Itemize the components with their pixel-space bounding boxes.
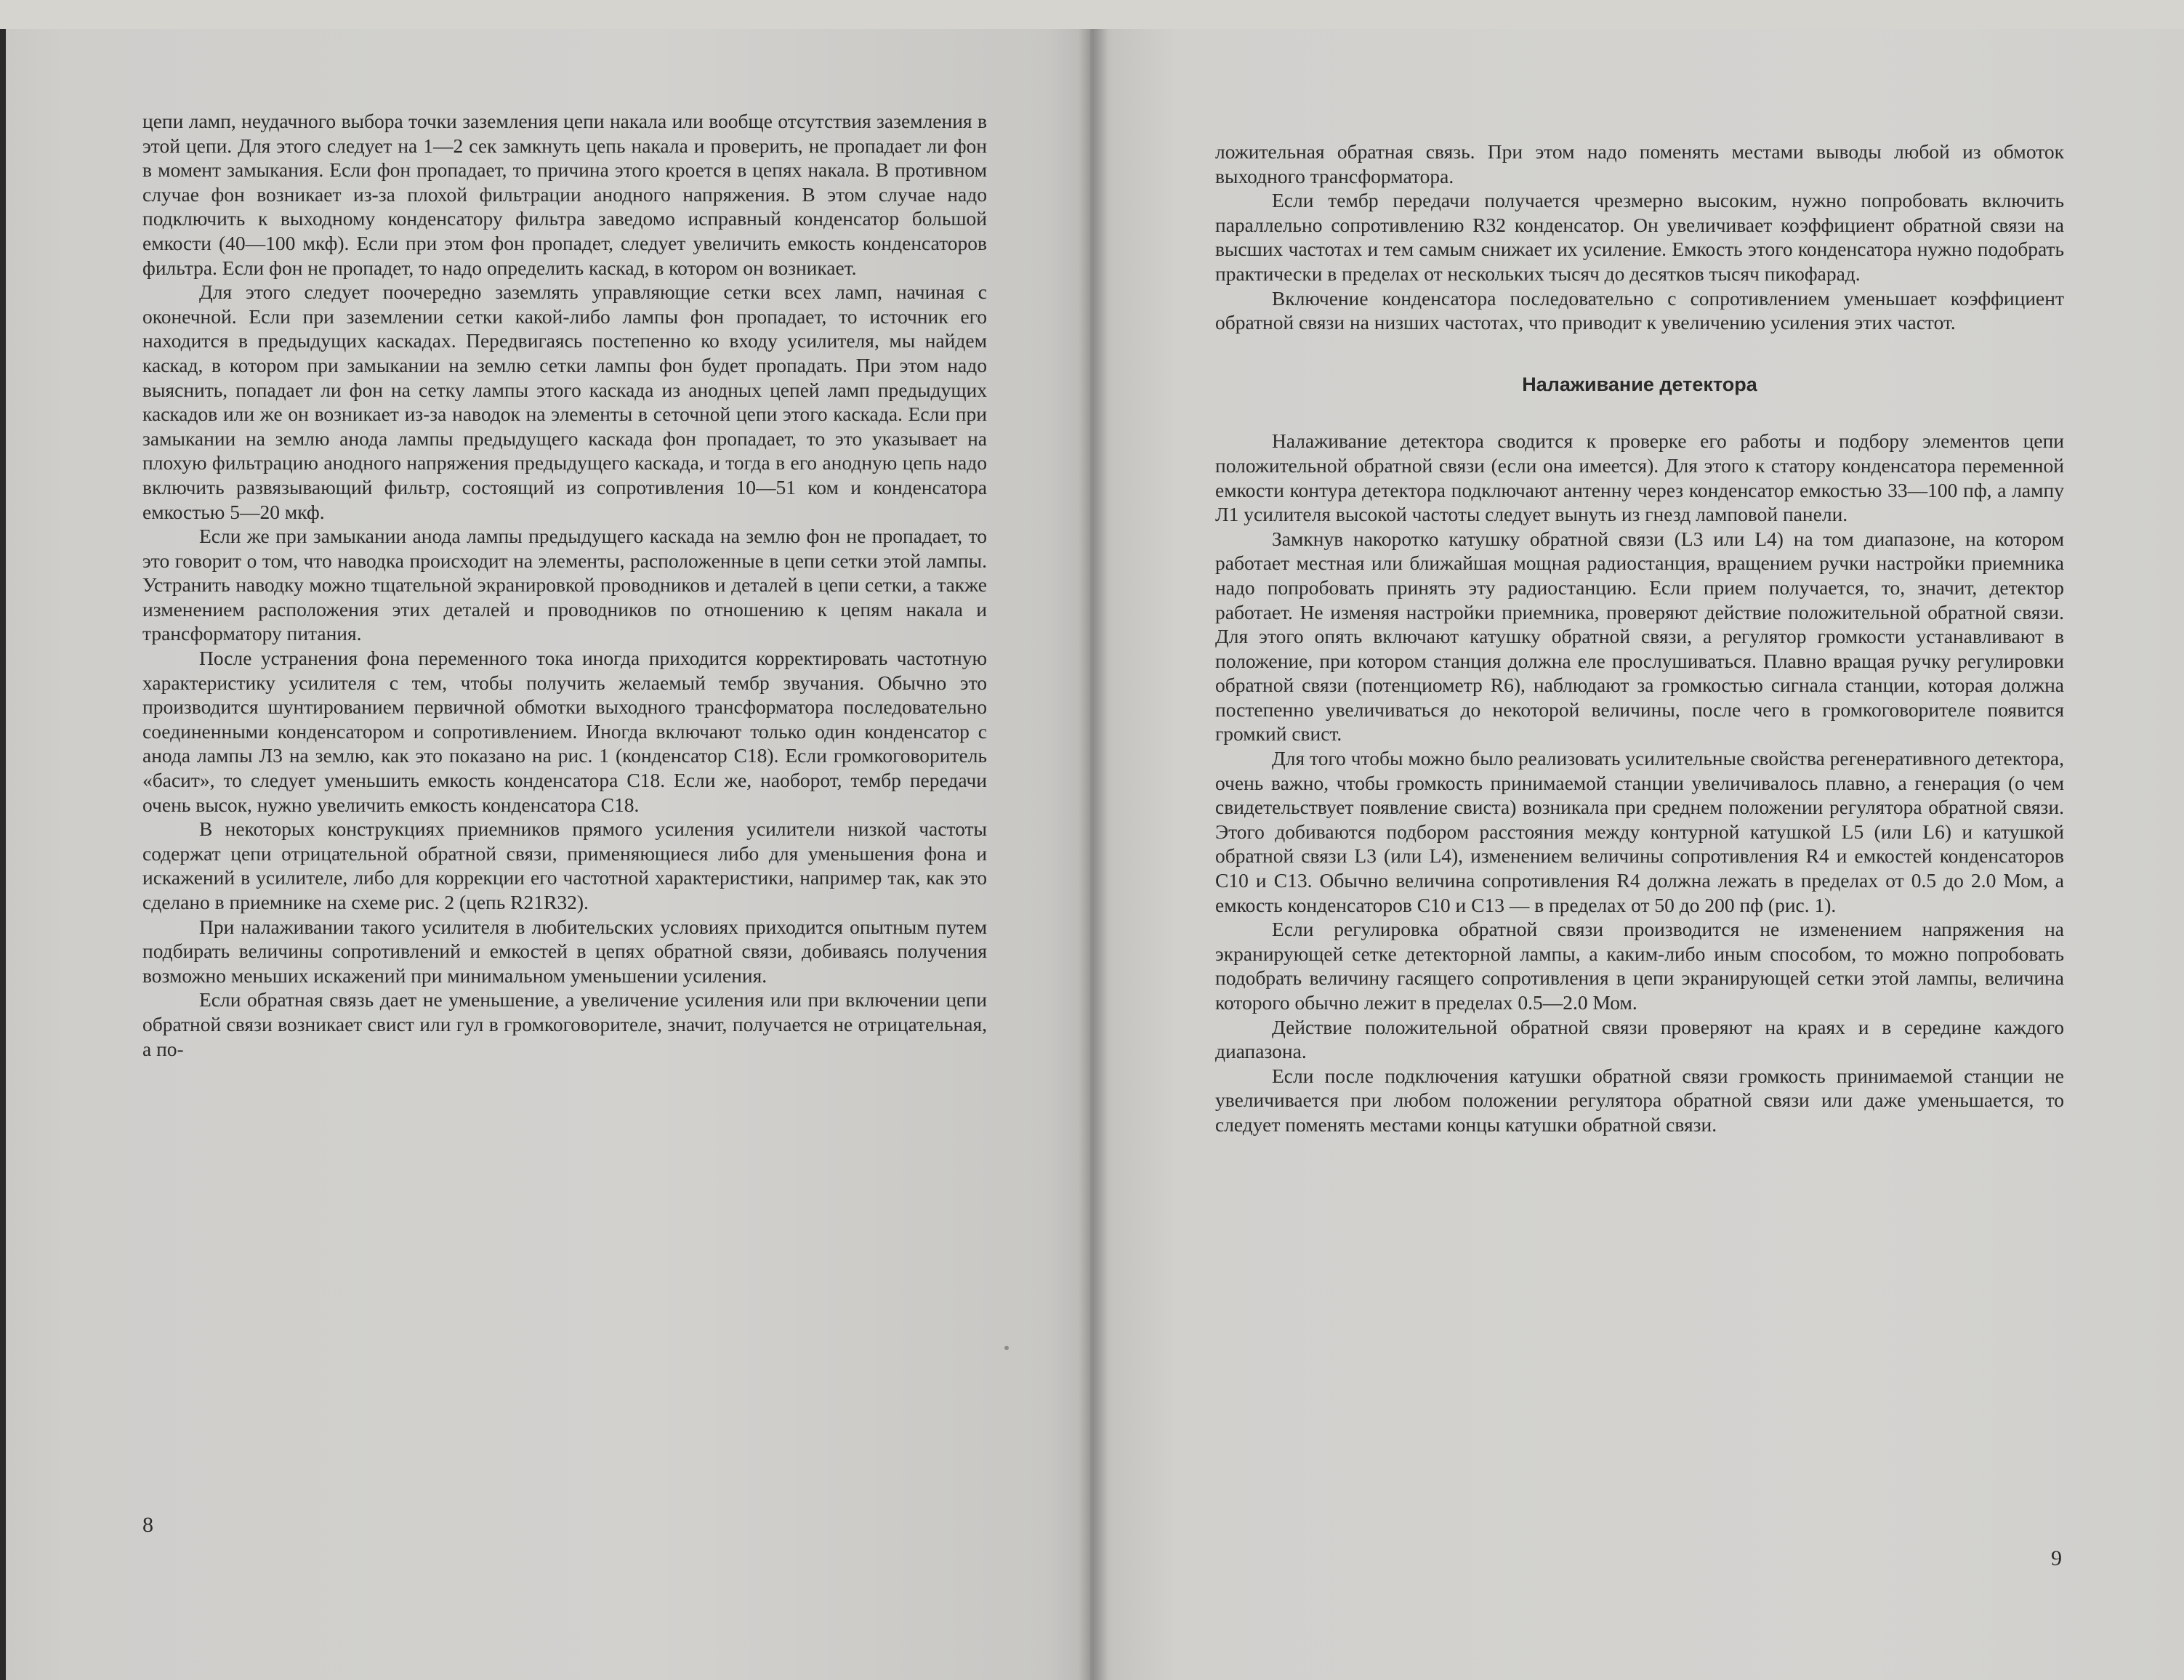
paper-speck	[1004, 1346, 1009, 1350]
paragraph: Если после подключения катушки обратной связи громкость принимаемой станции не увеличивается при любом положении регулятора обратной связи или даже уменьшается, то следует поменять местами концы катушки обратной связи.	[1215, 1064, 2064, 1136]
paragraph: Замкнув накоротко катушку обратной связи (L3 или L4) на том диапазоне, на котором работает местная или ближайшая мощная радиостанция, вращением ручки настройки приемника надо попробовать принять эту радиостанцию. Если прием получается, то, значит, детектор работает. Не изменяя настройки приемника, проверяют действие положительной обратной связи. Для этого опять включают катушку обратной связи, а регулятор громкости устанавливают в положение, при котором станция должна еле прослушиваться. Плавно вращая ручку регулировки обратной связи (потенциометр R6), наблюдают за громкостью сигнала станции, которая должна постепенно увеличиваться до некоторой величины, после чего в громкоговорителе появится громкий свист.	[1215, 527, 2064, 746]
paragraph: Если регулировка обратной связи производится не изменением напряжения на экранирующей сетке детекторной лампы, а каким-либо иным способом, то можно попробовать подобрать величину гасящего сопротивления в цепи экранирующей сетки этой лампы, величина которого обычно лежит в пределах 0.5—2.0 Мом.	[1215, 918, 2064, 1014]
book-gutter	[1079, 29, 1108, 1680]
paragraph: Действие положительной обратной связи проверяют на краях и в середине каждого диапазона.	[1215, 1015, 2064, 1063]
paragraph: Включение конденсатора последовательно с сопротивлением уменьшает коэффициент обратной связи на низших частотах, что приводит к увеличению усиления этих частот.	[1215, 286, 2064, 334]
paragraph: Если же при замыкании анода лампы предыдущего каскада на землю фон не пропадает, то это говорит о том, что наводка происходит на элементы, расположенные в цепи сетки этой лампы. Устранить наводку можно тщательной экранировкой проводников и деталей в цепи сетки, а также изменением расположения этих деталей и проводников по отношению к цепям накала и трансформатору питания.	[142, 525, 987, 645]
paragraph: Налаживание детектора сводится к проверке его работы и подбору элементов цепи положительной обратной связи (если она имеется). Для этого к статору конденсатора переменной емкости контура детектора подключают антенну через конденсатор емкостью 33—100 пф, а лампу Л1 усилителя высокой частоты следует вынуть из гнезд ламповой панели.	[1215, 429, 2064, 526]
paragraph: При налаживании такого усилителя в любительских условиях приходится опытным путем подбирать величины сопротивлений и емкостей в цепях обратной связи, добиваясь получения возможно меньших искажений при минимальном уменьшении усиления.	[142, 915, 987, 987]
paragraph: Для того чтобы можно было реализовать усилительные свойства регенеративного детектора, очень важно, чтобы громкость принимаемой станции увеличивалось плавно, а генерация (о чем свидетельствует появление свиста) возникала при среднем положении регулятора обратной связи. Этого добиваются подбором расстояния между контурной катушкой L5 (или L6) и катушкой обратной связи L3 (или L4), изменением величины сопротивления R4 и емкостей конденсаторов C10 и C13. Обычно величина сопротивления R4 должна лежать в пределах от 0.5 до 2.0 Мом, а емкость конденсаторов C10 и C13 — в пределах от 50 до 200 пф (рис. 1).	[1215, 747, 2064, 916]
page-edge	[0, 29, 6, 1680]
page-number: 8	[142, 1513, 153, 1537]
right-page-text	[1215, 140, 2064, 1137]
section-heading: Налаживание детектора	[1522, 373, 1757, 395]
paragraph: Если тембр передачи получается чрезмерно высоким, нужно попробовать включить параллельно сопротивлению R32 конденсатор. Он увеличивает коэффициент обратной связи на высших частотах и тем самым снижает их усиление. Емкость этого конденсатора нужно подобрать практически в пределах от нескольких тысяч до десятков тысяч пикофарад.	[1215, 189, 2064, 285]
paragraph: ложительная обратная связь. При этом надо поменять местами выводы любой из обмоток выходного трансформатора.	[1215, 140, 2064, 187]
left-page-text	[142, 109, 987, 1061]
paragraph: В некоторых конструкциях приемников прямого усиления усилители низкой частоты содержат цепи отрицательной обратной связи, применяющиеся либо для уменьшения фона и искажений в усилителе, либо для коррекции его частотной характеристики, например так, как это сделано в приемнике на схеме рис. 2 (цепь R21R32).	[142, 817, 987, 913]
paragraph: После устранения фона переменного тока иногда приходится корректировать частотную характеристику усилителя с тем, чтобы получить желаемый тембр звучания. Обычно это производится шунтированием первичной обмотки выходного трансформатора последовательно соединенными конденсатором и сопротивлением. Иногда включают только один конденсатор с анода лампы Л3 на землю, как это показано на рис. 1 (конденсатор C18). Если громкоговоритель «басит», то следует уменьшить емкость конденсатора C18. Если же, наоборот, тембр передачи очень высок, нужно увеличить емкость конденсатора C18.	[142, 647, 987, 816]
page-number: 9	[2051, 1546, 2062, 1570]
paragraph: Если обратная связь дает не уменьшение, а увеличение усиления или при включении цепи обратной связи возникает свист или гул в громкоговорителе, значит, получается не отрицательная, а по-	[142, 988, 987, 1060]
paragraph: цепи ламп, неудачного выбора точки заземления цепи накала или вообще отсутствия заземления в этой цепи. Для этого следует на 1—2 сек замкнуть цепь накала и проверить, не пропадает ли фон в момент замыкания. Если фон пропадает, то причина этого кроется в цепях накала. В противном случае фон возникает из-за плохой фильтрации анодного напряжения. В этом случае надо подключить к выходному конденсатору фильтра заведомо исправный конденсатор большой емкости (40—100 мкф). Если при этом фон пропадет, следует увеличить емкость конденсаторов фильтра. Если фон не пропадет, то надо определить каскад, в котором он возникает.	[142, 110, 987, 279]
paragraph: Для этого следует поочередно заземлять управляющие сетки всех ламп, начиная с оконечной. Если при заземлении сетки какой-либо лампы фон пропадает, то источник его находится в предыдущих каскадах. Передвигаясь постепенно ко входу усилителя, мы найдем каскад, в котором при замыкании на землю сетки лампы фон будет пропадать. При этом надо выяснить, попадает ли фон на сетку лампы этого каскада из анодных цепей ламп предыдущих каскадов или же он возникает из-за наводок на элементы в сеточной цепи этого каскада. Если при замыкании на землю анода лампы предыдущего каскада фон пропадает, то это указывает на плохую фильтрацию анодного напряжения предыдущего каскада, и тогда в его анодную цепь надо включить развязывающий фильтр, состоящий из сопротивления 10—51 ком и конденсатора емкостью 5—20 мкф.	[142, 280, 987, 523]
